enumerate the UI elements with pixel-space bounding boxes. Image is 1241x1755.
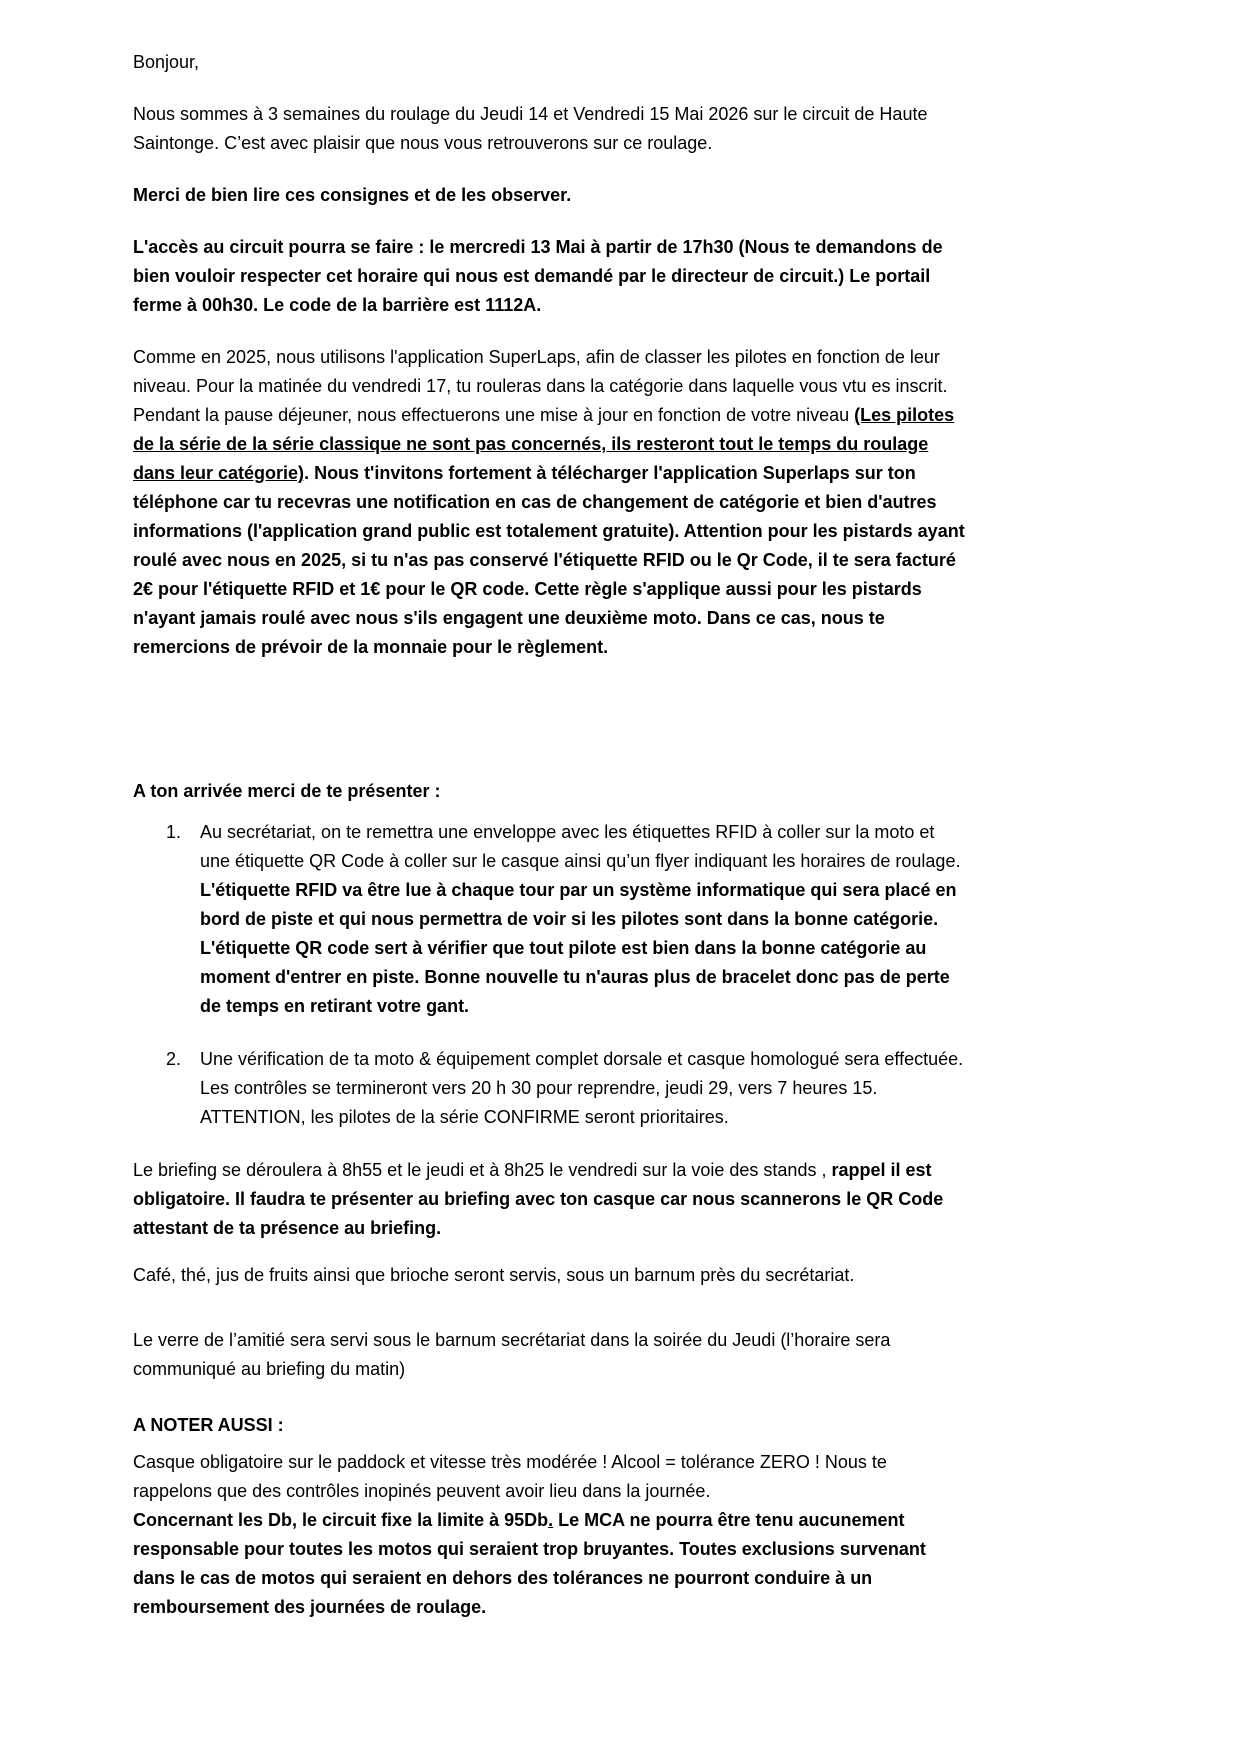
briefing-paragraph [133,1156,967,1243]
note-heading: A NOTER AUSSI : [133,1415,284,1435]
list-number: 1. [166,822,182,842]
list-item-text [200,818,967,1021]
noise-bold-run-2: Le MCA ne pourra être tenu aucunement responsable pour toutes les motos qui seraient trop bruyantes. Toutes exclusions survenant dans le cas de motos qui seraient en dehors des tolérances ne pourront conduire à un remboursement des journées de roulage. [133,1510,926,1617]
superlaps-underlined-run: (Les pilotes de la série de la série classique ne sont pas concernés, ils resteront tout le temps du roulage dans leur catégorie) [133,405,955,483]
arrival-heading: A ton arrivée merci de te présenter : [133,781,441,801]
circuit-access-paragraph: L'accès au circuit pourra se faire : le mercredi 13 Mai à partir de 17h30 (Nous te demandons de bien vouloir respecter cet horaire qui nous est demandé par le directeur de circuit.) Le portail ferme à 00h30. Le code de la barrière est 1112A. [133,237,943,315]
superlaps-bold-run: . Nous t'invitons fortement à télécharger l'application Superlaps sur ton téléphone car tu recevras une notification en cas de changement de catégorie et bien d'autres informations (l'application grand public est totalement gratuite). Attention pour les pistards ayant roulé avec nous en 2025, si tu n'as pas conservé l'étiquette RFID ou le Qr Code, il te sera facturé 2€ pour l'étiquette RFID et 1€ pour le QR code. Cette règle s'applique aussi pour les pistards n'ayant jamais roulé avec nous s'ils engagent une deuxième moto. Dans ce cas, nous te remercions de prévoir de la monnaie pour le règlement. [133,463,965,657]
secretariat-normal-run: Au secrétariat, on te remettra une enveloppe avec les étiquettes RFID à coller sur la moto et une étiquette QR Code à coller sur le casque ainsi qu’un flyer indiquant les horaires de roulage. [200,822,961,871]
briefing-bold-run: rappel il est obligatoire. Il faudra te présenter au briefing avec ton casque car nous scannerons le QR Code attestant de ta présence au briefing. [133,1160,944,1238]
aperitif-paragraph: Le verre de l’amitié sera servi sous le barnum secrétariat dans la soirée du Jeudi (l’horaire sera communiqué au briefing du matin) [133,1330,891,1379]
paddock-rules-paragraph: Casque obligatoire sur le paddock et vitesse très modérée ! Alcool = tolérance ZERO ! Nous te rappelons que des contrôles inopinés peuvent avoir lieu dans la journée. [133,1452,887,1501]
greeting: Bonjour, [133,52,200,72]
refreshments-paragraph: Café, thé, jus de fruits ainsi que brioche seront servis, sous un barnum près du secrétariat. [133,1265,855,1285]
intro-paragraph: Nous sommes à 3 semaines du roulage du Jeudi 14 et Vendredi 15 Mai 2026 sur le circuit de Haute Saintonge. C’est avec plaisir que nous vous retrouverons sur ce roulage. [133,104,928,153]
list-item-text [200,1045,967,1132]
list-number: 2. [166,1049,182,1069]
verification-normal-run: Une vérification de ta moto & équipement complet dorsale et casque homologué sera effectuée. Les contrôles se termineront vers 20 h 30 pour reprendre, jeudi 29, vers 7 heures 15. ATTENTION, les pilotes de la série CONFIRME seront prioritaires. [200,1049,964,1127]
secretariat-bold-run: L'étiquette RFID va être lue à chaque tour par un système informatique qui sera placé en bord de piste et qui nous permettra de voir si les pilotes sont dans la bonne catégorie. L'étiquette QR code sert à vérifier que tout pilote est bien dans la bonne catégorie au moment d'entrer en piste. Bonne nouvelle tu n'auras plus de bracelet donc pas de perte de temps en retirant votre gant. [200,880,957,1016]
list-item-secretariat [133,818,967,1021]
noise-underlined-run: . [548,1510,554,1530]
briefing-normal-run: Le briefing se déroulera à 8h55 et le jeudi et à 8h25 le vendredi sur la voie des stands , [133,1160,832,1180]
superlaps-paragraph [133,343,967,662]
superlaps-normal-run: Comme en 2025, nous utilisons l'application SuperLaps, afin de classer les pilotes en fonction de leur niveau. Pour la matinée du vendredi 17, tu rouleras dans la catégorie dans laquelle vous vtu es inscrit. Pendant la pause déjeuner, nous effectuerons une mise à jour en fonction de votre niveau [133,347,948,425]
list-item-verification [133,1045,967,1132]
noise-bold-run: Concernant les Db, le circuit fixe la limite à 95Db [133,1510,549,1530]
noise-limit-paragraph [133,1506,967,1622]
read-consignes-note: Merci de bien lire ces consignes et de les observer. [133,185,572,205]
